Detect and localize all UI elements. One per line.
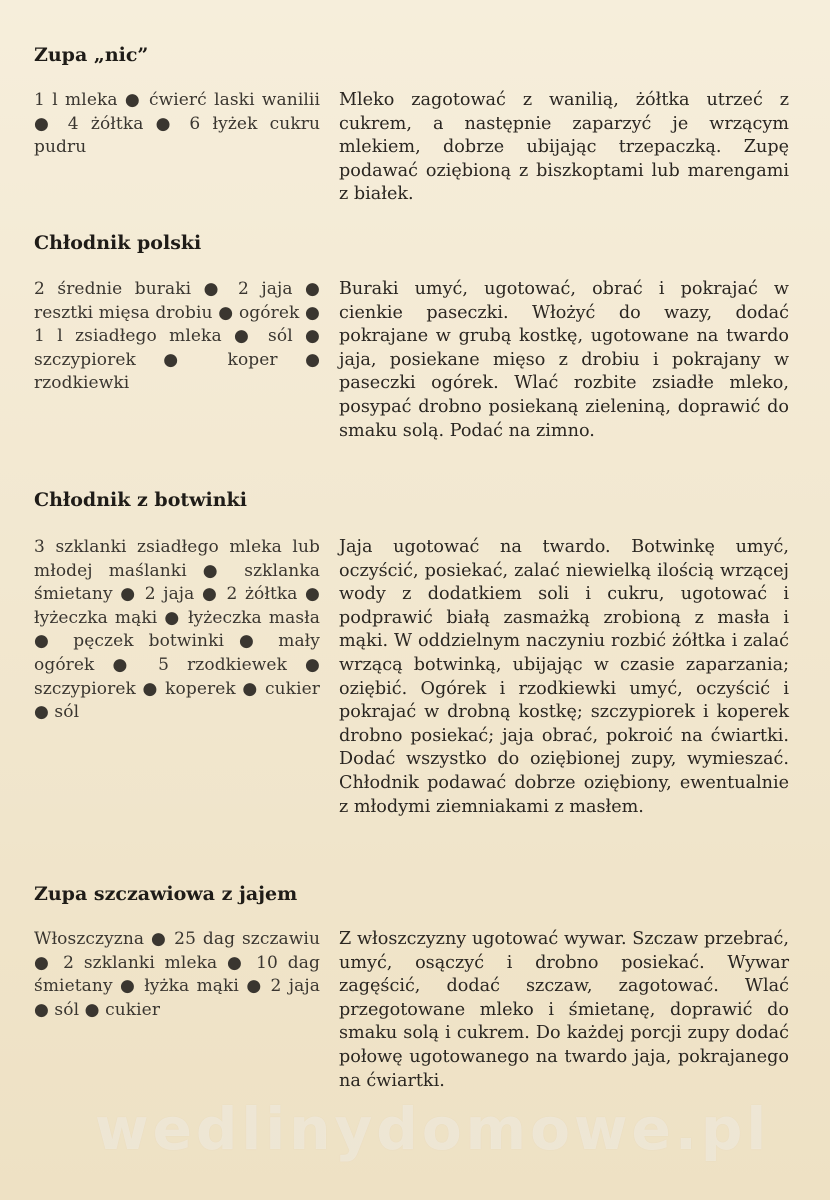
recipe-ingredients: 1 l mleka ● ćwierć laski wanilii ● 4 żółtka ● 6 łyżek cukru pudru	[34, 90, 320, 158]
recipe-title: Chłodnik polski	[34, 232, 202, 254]
recipe-method: Mleko zagotować z wanilią, żółtka utrzeć z cukrem, a następnie zaparzyć je wrzącym mlekiem, dobrze ubijając trzepaczką. Zupę podawać oziębioną z biszkoptami lub marengami z białek.	[339, 90, 789, 205]
recipe-ingredients: 2 średnie buraki ● 2 jaja ● resztki mięsa drobiu ● ogórek ● 1 l zsiadłego mleka ● sól ● szczypiorek ● koper ● rzodkiewki	[34, 279, 320, 394]
recipe-title: Chłodnik z botwinki	[34, 489, 247, 511]
recipe-method: Buraki umyć, ugotować, obrać i pokrajać w cienkie paseczki. Włożyć do wazy, dodać pokrajane w grubą kostkę, ugotowane na twardo jaja, posiekane mięso z drobiu i pokrajany w paseczki ogórek. Wlać rozbite zsiadłe mleko, posypać drobno posiekaną zieleniną, doprawić do smaku solą. Podać na zimno.	[339, 279, 789, 441]
recipe-title: Zupa „nic”	[34, 44, 149, 66]
recipe-method: Jaja ugotować na twardo. Botwinkę umyć, oczyścić, posiekać, zalać niewielką ilością wrzącej wody z dodatkiem soli i cukru, ugotować i podprawić białą zasmażką zrobioną z masła i mąki. W oddzielnym naczyniu rozbić żółtka i zalać wrzącą botwinką, ubijając w czasie zaparzania; oziębić. Ogórek i rzodkiewki umyć, oczyścić i pokrajać w drobną kostkę; szczypiorek i koperek drobno posiekać; jaja obrać, pokroić na ćwiartki. Dodać wszystko do oziębionej zupy, wymieszać. Chłodnik podawać dobrze oziębiony, ewentualnie z młodymi ziemniakami z masłem.	[339, 537, 789, 817]
recipe-ingredients: 3 szklanki zsiadłego mleka lub młodej maślanki ● szklanka śmietany ● 2 jaja ● 2 żółtka ● łyżeczka mąki ● łyżeczka masła ● pęczek botwinki ● mały ogórek ● 5 rzodkiewek ● szczypiorek ● koperek ● cukier ● sól	[34, 537, 320, 723]
recipe-title: Zupa szczawiowa z jajem	[34, 883, 298, 905]
recipe-method: Z włoszczyzny ugotować wywar. Szczaw przebrać, umyć, osączyć i drobno posiekać. Wywar zagęścić, dodać szczaw, zagotować. Wlać przegotowane mleko i śmietanę, doprawić do smaku solą i cukrem. Do każdej porcji zupy dodać połowę ugotowanego na twardo jaja, pokrajanego na ćwiartki.	[339, 929, 789, 1091]
watermark: wedlinydomowe.pl	[95, 1095, 771, 1163]
recipe-ingredients: Włoszczyzna ● 25 dag szczawiu ● 2 szklanki mleka ● 10 dag śmietany ● łyżka mąki ● 2 jaja ● sól ● cukier	[34, 929, 320, 1020]
